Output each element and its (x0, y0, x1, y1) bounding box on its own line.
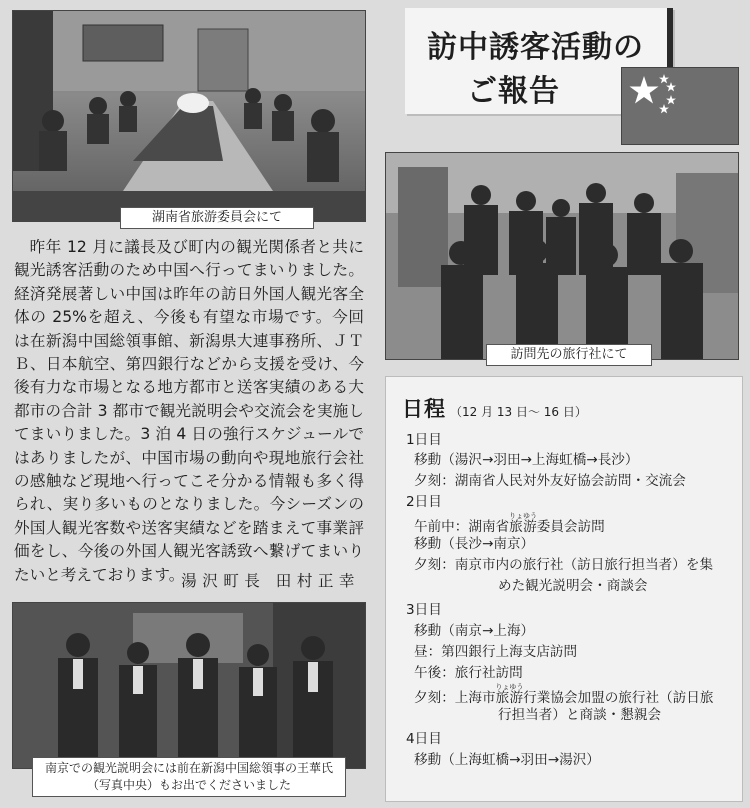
schedule-heading (402, 393, 587, 423)
schedule-item-text: ：上海市旅游りょゆう行業協会加盟の旅行社（訪日旅 (441, 683, 714, 706)
schedule-item: 昼：第四銀行上海支店訪問 (414, 644, 578, 660)
schedule-item: 夕刻：湖南省人民対外友好協会訪問・交流会 (414, 473, 686, 489)
nanjing-group-scene (13, 603, 365, 768)
china-flag-icon (621, 67, 739, 145)
meeting-room-scene (13, 11, 365, 221)
schedule-item: 移動（長沙→南京） (414, 536, 535, 552)
photo-caption-agency: 訪問先の旅行社にて (486, 344, 652, 366)
ruby-reading: りょゆう (508, 512, 537, 520)
travel-agency-scene (386, 153, 738, 359)
schedule-item: 移動（南京→上海） (414, 623, 535, 639)
schedule-item: 夕刻：上海市旅游りょゆう行業協会加盟の旅行社（訪日旅 (414, 683, 714, 706)
photo-caption-hunan: 湖南省旅游委員会にて (120, 207, 314, 229)
schedule-item: 午後：旅行社訪問 (414, 665, 523, 681)
schedule-item: 移動（上海虹橋→羽田→湯沢） (414, 752, 600, 768)
schedule-item-text: ：湖南省旅游りょゆう委員会訪問 (454, 512, 605, 535)
day-4-label: 4日目 (406, 731, 442, 747)
article-body: 昨年 12 月に議長及び町内の観光関係者と共に観光誘客活動のため中国へ行ってまいりました。経済発展著しい中国は昨年の訪日外国人観光客全体の 25%を超え、今後も有望な市場です。今回は在新潟中国総領事館、新潟県大連事務所、ＪＴＢ、日本航空、第四銀行などから支援を受け、今後有力な市場となる地方都市と送客実績のある大都市の合計 3 都市で観光説明会や交流会を実施してまいりました。3 泊 4 日の強行スケジュールではありましたが、中国市場の動向や現地旅行会社の感触など現地へ行ってこそ分かる情報も多く得られ、実り多いものとなりました。今シーズンの外国人観光客数や送客実績などを踏まえて事業評価をし、今後の外国人観光客誘致へ繋げてまいりたいと考えております。 (14, 238, 364, 584)
schedule-item: 夕刻：南京市内の旅行社（訪日旅行担当者）を集 (414, 557, 714, 573)
day-3-label: 3日目 (406, 602, 442, 618)
page-title-line1: 訪中誘客活動の (427, 30, 644, 65)
schedule-item: 午前中：湖南省旅游りょゆう委員会訪問 (414, 512, 605, 535)
day-2-label: 2日目 (406, 494, 442, 510)
schedule-item: 移動（湯沢→羽田→上海虹橋→長沙） (414, 452, 639, 468)
travel-agency-photo (385, 152, 739, 360)
page-title-line2: ご報告 (467, 74, 560, 109)
schedule-title: 日程 (402, 397, 446, 421)
ruby-reading: りょゆう (495, 683, 524, 691)
schedule-box (385, 376, 743, 802)
day-1-label: 1日目 (406, 432, 442, 448)
meeting-room-photo (12, 10, 366, 222)
article-signature: 湯沢町長 田村正幸 (181, 572, 360, 590)
schedule-item-continued: 行担当者）と商談・懇親会 (498, 707, 662, 723)
flag-stars-graphic (622, 68, 738, 144)
schedule-item-continued: めた観光説明会・商談会 (498, 578, 648, 594)
nanjing-group-photo (12, 602, 366, 769)
photo-caption-nanjing: 南京での観光説明会には前在新潟中国総領事の王華氏（写真中央）もお出でくださいました (32, 757, 346, 797)
schedule-dates: （12 月 13 日～ 16 日） (450, 405, 587, 419)
